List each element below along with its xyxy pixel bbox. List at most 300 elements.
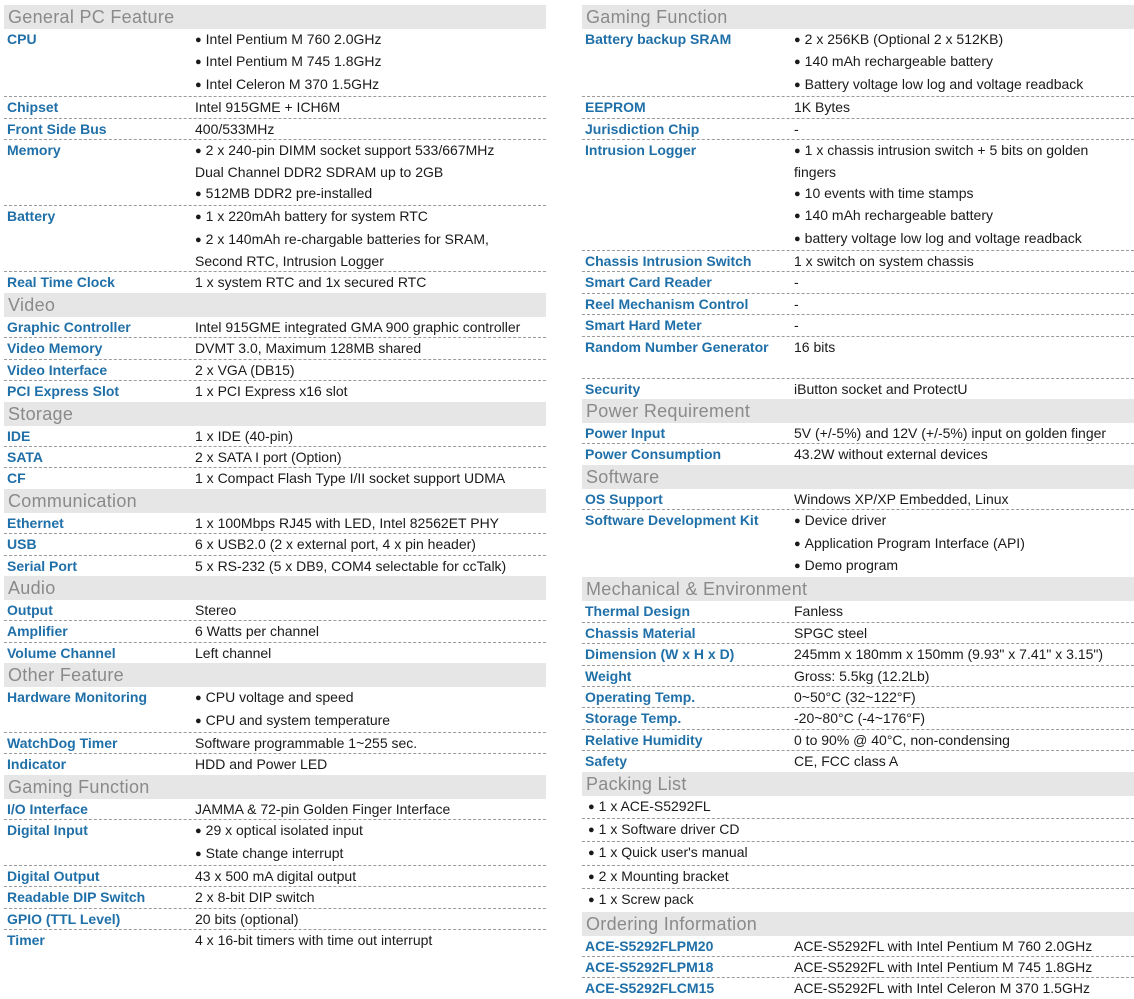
spec-label: Software Development Kit (585, 512, 759, 529)
value-text: 400/533MHz (195, 120, 275, 137)
spec-label: Memory (7, 142, 61, 159)
bullet-value-line (794, 555, 1134, 577)
spec-label: PCI Express Slot (7, 383, 120, 400)
spec-label: CPU (7, 31, 37, 47)
spec-label: Security (585, 380, 641, 397)
packing-item-text: 1 x Software driver CD (598, 821, 740, 837)
value-text: 1 x system RTC and 1x secured RTC (195, 274, 427, 291)
spec-label: Indicator (7, 756, 67, 773)
spec-row-watchdog-timer (4, 733, 546, 754)
value-text: JAMMA & 72-pin Golden Finger Interface (195, 800, 451, 817)
value-text: Intel 915GME + ICH6M (195, 99, 341, 116)
spec-row-smart-hard-meter (582, 315, 1134, 336)
spec-label: Weight (585, 667, 632, 684)
spec-label: Video Interface (7, 361, 108, 378)
value-text: Software programmable 1~255 sec. (195, 734, 418, 751)
value-text: 2 x 140mAh re-chargable batteries for SRAM, (205, 230, 489, 247)
spec-value (794, 444, 1134, 464)
spec-row-eeprom (582, 97, 1134, 118)
value-line (195, 97, 546, 117)
spec-label: Random Number Generator (585, 338, 769, 355)
value-text: 0~50°C (32~122°F) (794, 688, 916, 705)
value-line (195, 426, 546, 446)
spec-value (794, 251, 1134, 271)
value-line (195, 909, 546, 929)
spec-row-ace-s5292flpm18 (582, 957, 1134, 978)
spec-row-random-number-generator (582, 337, 1134, 379)
spec-label: ACE-S5292FLPM18 (585, 959, 714, 976)
section-heading-gaming-function: Gaming Function (582, 5, 1134, 29)
spec-value (195, 447, 546, 467)
spec-row-digital-input (4, 820, 546, 866)
value-text: 43.2W without external devices (794, 446, 988, 463)
value-text: Intel Pentium M 745 1.8GHz (205, 53, 382, 70)
spec-label: Hardware Monitoring (7, 689, 148, 706)
value-text: Intel 915GME integrated GMA 900 graphic controller (195, 318, 521, 335)
section-heading-power-requirement: Power Requirement (582, 399, 1134, 423)
spec-value (794, 623, 1134, 643)
value-text: 1 x chassis intrusion switch + 5 bits on golden (804, 142, 1089, 159)
bullet-value-line (195, 710, 546, 732)
spec-value (794, 666, 1134, 686)
section-ordering-information (582, 936, 1134, 999)
value-line (794, 623, 1134, 643)
spec-value (794, 601, 1134, 621)
spec-row-memory (4, 140, 546, 206)
section-mechanical-environment (582, 601, 1134, 771)
value-text: 1 x switch on system chassis (794, 253, 974, 270)
value-line (794, 751, 1134, 771)
spec-label: Relative Humidity (585, 731, 703, 748)
section-heading-audio: Audio (4, 576, 546, 600)
section-gaming-function (582, 29, 1134, 399)
spec-label: Readable DIP Switch (7, 889, 146, 906)
value-line (794, 936, 1134, 956)
value-line (794, 708, 1134, 728)
spec-label: Battery backup SRAM (585, 31, 732, 47)
spec-label: Real Time Clock (7, 274, 115, 291)
spec-value (195, 733, 546, 753)
value-line (794, 687, 1134, 707)
value-text: 10 events with time stamps (804, 184, 974, 201)
spec-row-amplifier (4, 621, 546, 642)
spec-label: Chassis Intrusion Switch (585, 253, 752, 270)
value-text: Second RTC, Intrusion Logger (195, 253, 384, 270)
section-heading-general-pc-feature: General PC Feature (4, 5, 546, 29)
value-text: Demo program (804, 556, 899, 573)
value-line (195, 621, 546, 641)
value-line (794, 444, 1134, 464)
spec-row-usb (4, 534, 546, 555)
spec-row-video-memory (4, 338, 546, 359)
section-heading-ordering-information: Ordering Information (582, 912, 1134, 936)
section-packing-list (582, 796, 1134, 912)
value-line (794, 644, 1134, 664)
value-line (794, 730, 1134, 750)
value-line (195, 360, 546, 380)
spec-value (794, 423, 1134, 443)
bullet-value-line (195, 140, 546, 162)
spec-label: Power Input (585, 424, 666, 441)
spec-value (794, 936, 1134, 956)
value-text: 2 x 8-bit DIP switch (195, 889, 315, 906)
spec-label: Thermal Design (585, 603, 691, 620)
spec-value (794, 140, 1134, 250)
value-text: CPU voltage and speed (205, 689, 354, 706)
section-power-requirement (582, 423, 1134, 465)
section-heading-storage: Storage (4, 402, 546, 426)
spec-row-real-time-clock (4, 272, 546, 292)
value-line (195, 799, 546, 819)
spec-row-chassis-intrusion-switch (582, 251, 1134, 272)
spec-row-chipset (4, 97, 546, 118)
spec-value (195, 97, 546, 117)
value-text: ACE-S5292FL with Intel Pentium M 745 1.8GHz (794, 959, 1093, 976)
spec-value (195, 556, 546, 576)
spec-row-hardware-monitoring (4, 687, 546, 733)
spec-value (794, 510, 1134, 577)
bullet-value-line (195, 206, 546, 228)
value-text: 1K Bytes (794, 99, 851, 116)
spec-value (195, 272, 546, 292)
value-line (195, 930, 546, 950)
packing-item-text: 1 x Screw pack (598, 891, 694, 908)
spec-label: ACE-S5292FLCM15 (585, 980, 715, 997)
spec-label: Chassis Material (585, 624, 696, 641)
value-text: ACE-S5292FL with Intel Pentium M 760 2.0GHz (794, 937, 1093, 954)
value-text: 140 mAh rechargeable battery (804, 53, 993, 70)
bullet-value-line (195, 183, 546, 205)
spec-row-i-o-interface (4, 799, 546, 820)
bullet-value-line (794, 510, 1134, 532)
value-line (794, 162, 1134, 182)
spec-value (195, 687, 546, 732)
packing-item-text: 1 x Quick user's manual (598, 844, 748, 861)
spec-row-gpio-ttl-level (4, 909, 546, 930)
bullet-value-line (195, 687, 546, 709)
bullet-value-line (195, 229, 546, 251)
section-heading-mechanical-environment: Mechanical & Environment (582, 577, 1134, 601)
section-video (4, 317, 546, 402)
value-line (794, 357, 1134, 377)
spec-row-chassis-material (582, 623, 1134, 644)
spec-value (195, 119, 546, 139)
value-text: - (794, 274, 799, 291)
bullet-value-line (195, 820, 546, 842)
value-line (794, 337, 1134, 357)
spec-value (794, 644, 1134, 664)
value-text: State change interrupt (205, 844, 344, 861)
bullet-value-line (794, 51, 1134, 73)
spec-value (195, 513, 546, 533)
packing-list-item (582, 842, 1134, 865)
spec-row-relative-humidity (582, 730, 1134, 751)
bullet-value-line (794, 533, 1134, 555)
spec-label: Amplifier (7, 623, 68, 640)
section-gaming-function (4, 799, 546, 951)
value-text: 1 x 100Mbps RJ45 with LED, Intel 82562ET PHY (195, 514, 500, 531)
spec-label: Graphic Controller (7, 318, 131, 335)
spec-value (195, 643, 546, 663)
value-text: 245mm x 180mm x 150mm (9.93" x 7.41" x 3.15") (794, 646, 1104, 663)
spec-value (794, 315, 1134, 335)
section-audio (4, 600, 546, 663)
spec-row-safety (582, 751, 1134, 771)
value-text: Intel Pentium M 760 2.0GHz (205, 31, 382, 47)
value-text: 0 to 90% @ 40°C, non-condensing (794, 731, 1010, 748)
spec-label: Serial Port (7, 557, 78, 574)
spec-value (794, 379, 1134, 399)
spec-row-jurisdiction-chip (582, 119, 1134, 140)
value-text: 2 x SATA I port (Option) (195, 448, 342, 465)
spec-row-weight (582, 666, 1134, 687)
value-text: Battery voltage low log and voltage readback (804, 75, 1084, 92)
spec-label: Jurisdiction Chip (585, 120, 700, 137)
value-line (794, 294, 1134, 314)
spec-row-storage-temp (582, 708, 1134, 729)
value-text: 16 bits (794, 338, 836, 355)
spec-row-cpu (4, 29, 546, 97)
spec-label: GPIO (TTL Level) (7, 910, 121, 927)
packing-list-item (582, 796, 1134, 819)
value-line (195, 381, 546, 401)
spec-row-ethernet (4, 513, 546, 534)
spec-row-os-support (582, 489, 1134, 510)
value-line (794, 97, 1134, 117)
value-text: battery voltage low log and voltage readback (804, 229, 1082, 246)
value-text: Left channel (195, 644, 272, 661)
value-text: fingers (794, 164, 837, 181)
spec-row-power-input (582, 423, 1134, 444)
spec-row-security (582, 379, 1134, 399)
spec-value (195, 534, 546, 554)
value-text: 43 x 500 mA digital output (195, 868, 357, 884)
value-line (195, 534, 546, 554)
spec-value (195, 820, 546, 865)
section-heading-packing-list: Packing List (582, 772, 1134, 796)
packing-item-text: 1 x ACE-S5292FL (598, 797, 711, 814)
spec-value (794, 97, 1134, 117)
spec-value (794, 751, 1134, 771)
spec-label: Reel Mechanism Control (585, 295, 749, 312)
spec-value (794, 272, 1134, 292)
spec-value (794, 978, 1134, 998)
spec-value (195, 468, 546, 488)
value-text: 1 x PCI Express x16 slot (195, 383, 348, 400)
spec-label: Front Side Bus (7, 120, 107, 137)
value-line (195, 317, 546, 337)
value-line (794, 957, 1134, 977)
spec-value (195, 381, 546, 401)
spec-row-intrusion-logger (582, 140, 1134, 251)
spec-label: OS Support (585, 490, 663, 507)
value-text: Fanless (794, 603, 844, 620)
spec-row-battery-backup-sram (582, 29, 1134, 97)
spec-label: Battery (7, 208, 56, 225)
value-line (195, 643, 546, 663)
spec-label: I/O Interface (7, 800, 88, 817)
packing-item-text: 2 x Mounting bracket (598, 867, 729, 884)
spec-label: CF (7, 470, 26, 487)
spec-label: Power Consumption (585, 446, 722, 463)
value-text: 2 x 240-pin DIMM socket support 533/667MHz (205, 142, 495, 159)
value-text: 5V (+/-5%) and 12V (+/-5%) input on golden finger (794, 424, 1107, 441)
spec-value (794, 29, 1134, 96)
spec-value (195, 426, 546, 446)
spec-row-serial-port (4, 556, 546, 576)
spec-row-digital-output (4, 866, 546, 887)
spec-value (794, 957, 1134, 977)
value-line (195, 733, 546, 753)
value-text: Gross: 5.5kg (12.2Lb) (794, 667, 930, 684)
spec-value (195, 866, 546, 886)
packing-list-item (582, 889, 1134, 911)
spec-label: Output (7, 601, 53, 618)
spec-value (794, 489, 1134, 509)
spec-value (794, 119, 1134, 139)
spec-label: Smart Hard Meter (585, 317, 702, 334)
section-communication (4, 513, 546, 576)
value-text: -20~80°C (-4~176°F) (794, 710, 926, 727)
value-line (195, 162, 546, 182)
value-text: 6 x USB2.0 (2 x external port, 4 x pin header) (195, 536, 476, 553)
spec-label: Digital Input (7, 822, 88, 839)
bullet-value-line (794, 140, 1134, 162)
bullet-value-line (195, 51, 546, 73)
spec-row-smart-card-reader (582, 272, 1134, 293)
spec-row-timer (4, 930, 546, 950)
bullet-value-line (794, 29, 1134, 51)
spec-label: Digital Output (7, 868, 100, 884)
spec-row-reel-mechanism-control (582, 294, 1134, 315)
section-heading-communication: Communication (4, 489, 546, 513)
bullet-value-line (794, 228, 1134, 250)
value-text: 1 x IDE (40-pin) (195, 427, 294, 444)
spec-row-sata (4, 447, 546, 468)
spec-value (195, 317, 546, 337)
value-text: - (794, 317, 799, 334)
value-line (195, 119, 546, 139)
value-line (195, 600, 546, 620)
value-text: iButton socket and ProtectU (794, 380, 968, 397)
value-line (794, 423, 1134, 443)
spec-row-ide (4, 426, 546, 447)
section-other-feature (4, 687, 546, 775)
value-text: Application Program Interface (API) (804, 534, 1025, 551)
spec-value (195, 29, 546, 96)
value-line (195, 866, 546, 886)
value-text: CE, FCC class A (794, 753, 899, 770)
bullet-value-line (195, 843, 546, 865)
section-general-pc-feature (4, 29, 546, 293)
value-line (794, 379, 1134, 399)
value-text: HDD and Power LED (195, 756, 328, 773)
spec-value (794, 708, 1134, 728)
value-text: Dual Channel DDR2 SDRAM up to 2GB (195, 164, 444, 181)
spec-column-right (582, 5, 1134, 999)
spec-value (195, 360, 546, 380)
value-line (195, 251, 546, 271)
spec-label: Storage Temp. (585, 710, 682, 727)
value-text: 1 x 220mAh battery for system RTC (205, 208, 428, 225)
value-line (195, 468, 546, 488)
spec-label: ACE-S5292FLPM20 (585, 937, 714, 954)
spec-label: Chipset (7, 99, 59, 116)
spec-row-volume-channel (4, 643, 546, 663)
spec-row-thermal-design (582, 601, 1134, 622)
spec-label: USB (7, 536, 37, 553)
value-text: 2 x VGA (DB15) (195, 361, 295, 378)
spec-value (794, 687, 1134, 707)
spec-row-dimension-w-x-h-x-d (582, 644, 1134, 665)
value-text: CPU and system temperature (205, 711, 391, 728)
spec-row-pci-express-slot (4, 381, 546, 401)
packing-list-item (582, 819, 1134, 842)
spec-label: Ethernet (7, 514, 64, 531)
spec-label: Dimension (W x H x D) (585, 646, 735, 663)
value-line (794, 666, 1134, 686)
section-heading-software: Software (582, 465, 1134, 489)
section-software (582, 489, 1134, 578)
spec-label: EEPROM (585, 99, 646, 116)
spec-value (195, 600, 546, 620)
value-line (794, 272, 1134, 292)
bullet-value-line (195, 29, 546, 51)
spec-label: IDE (7, 427, 31, 444)
spec-label: Video Memory (7, 340, 103, 357)
value-text: SPGC steel (794, 624, 868, 641)
value-text: - (794, 120, 799, 137)
spec-label: Timer (7, 932, 45, 949)
spec-value (195, 887, 546, 907)
spec-value (195, 909, 546, 929)
spec-row-ace-s5292flpm20 (582, 936, 1134, 957)
value-line (195, 338, 546, 358)
spec-row-output (4, 600, 546, 621)
value-text: 29 x optical isolated input (205, 822, 363, 839)
spec-row-front-side-bus (4, 119, 546, 140)
value-line (794, 315, 1134, 335)
bullet-value-line (794, 205, 1134, 227)
spec-row-graphic-controller (4, 317, 546, 338)
value-text: Device driver (804, 512, 887, 529)
value-text: 4 x 16-bit timers with time out interrupt (195, 932, 433, 949)
spec-row-power-consumption (582, 444, 1134, 464)
value-text: 20 bits (optional) (195, 910, 299, 927)
spec-row-battery (4, 206, 546, 272)
value-text: 512MB DDR2 pre-installed (205, 184, 373, 201)
value-text: DVMT 3.0, Maximum 128MB shared (195, 340, 422, 357)
spec-value (195, 621, 546, 641)
value-text: Windows XP/XP Embedded, Linux (794, 490, 1009, 507)
value-text: 1 x Compact Flash Type I/II socket support UDMA (195, 470, 506, 487)
value-text: 2 x 256KB (Optional 2 x 512KB) (804, 31, 1004, 47)
spec-label: WatchDog Timer (7, 734, 118, 751)
spec-value (195, 206, 546, 271)
spec-label: SATA (7, 448, 44, 465)
value-line (195, 556, 546, 576)
spec-label: Volume Channel (7, 644, 116, 661)
value-line (195, 887, 546, 907)
value-line (794, 119, 1134, 139)
spec-value (195, 140, 546, 205)
value-text: ACE-S5292FL with Intel Celeron M 370 1.5GHz (794, 980, 1090, 997)
section-heading-video: Video (4, 293, 546, 317)
spec-value (794, 337, 1134, 378)
value-line (195, 754, 546, 774)
spec-column-left (4, 5, 546, 951)
value-line (195, 272, 546, 292)
